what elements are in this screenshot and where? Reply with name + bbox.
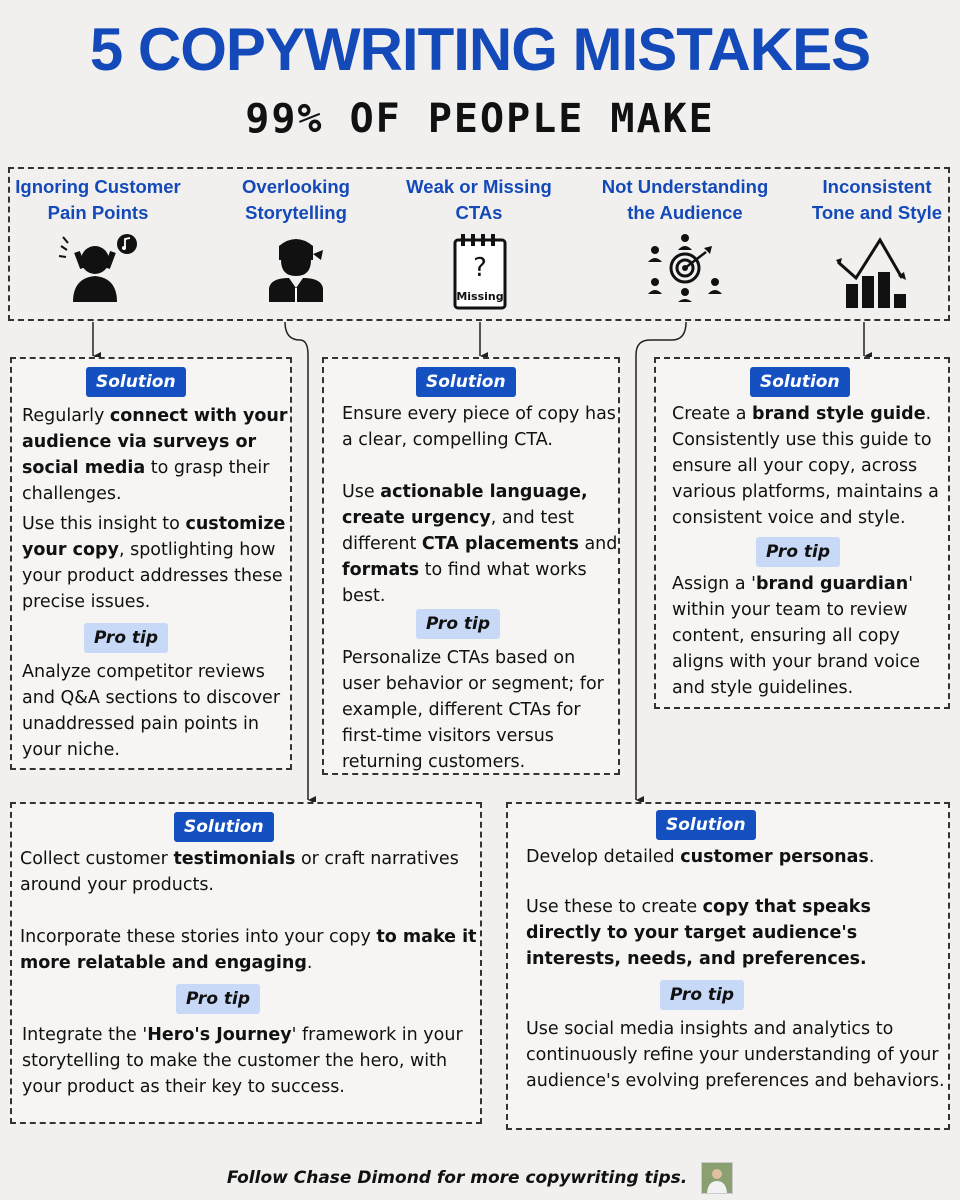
mistake-title-5a: Inconsistent bbox=[822, 176, 932, 197]
solution-badge: Solution bbox=[86, 367, 186, 397]
svg-text:?: ? bbox=[473, 253, 487, 283]
mistake-title-1b: Pain Points bbox=[47, 202, 149, 223]
solution-box-tone bbox=[654, 357, 950, 709]
solution-text-2: Use these to create copy that speaks directly to your target audience's interests, needs, and preferences. bbox=[526, 897, 871, 969]
mistake-title-4b: the Audience bbox=[627, 202, 743, 223]
pro-tip-text: Assign a 'brand guardian' within your team to review content, ensuring all copy aligns with your brand voice and style guidelines. bbox=[672, 574, 921, 698]
blindfolded-person-icon bbox=[251, 232, 341, 302]
pro-tip-badge: Pro tip bbox=[756, 537, 840, 567]
page-title: 5 COPYWRITING MISTAKES bbox=[89, 16, 871, 83]
mistake-title-5b: Tone and Style bbox=[811, 202, 943, 223]
solution-text: Regularly connect with your audience via surveys or social media to grasp their challenges. bbox=[22, 406, 288, 504]
pro-tip-badge: Pro tip bbox=[416, 609, 500, 639]
footer-text: Follow Chase Dimond for more copywriting tips. bbox=[226, 1168, 688, 1188]
mistake-inconsistent-tone bbox=[782, 174, 960, 310]
solution-badge: Solution bbox=[656, 810, 756, 840]
page-subtitle: 99% OF PEOPLE MAKE bbox=[245, 96, 715, 142]
pro-tip-text: Analyze competitor reviews and Q&A sections to discover unaddressed pain points in your niche. bbox=[22, 662, 281, 760]
frustrated-person-icon bbox=[53, 232, 143, 302]
avatar bbox=[701, 1162, 733, 1194]
solution-text: Develop detailed customer personas. bbox=[526, 847, 875, 867]
fluctuating-chart-icon bbox=[832, 232, 922, 310]
mistake-title-4a: Not Understanding bbox=[601, 176, 769, 197]
missing-notepad-icon bbox=[434, 232, 524, 310]
solution-text: Create a brand style guide. Consistently use this guide to ensure all your copy, across various platforms, maintains a consistent voice and style. bbox=[672, 404, 939, 528]
solution-box-storytelling bbox=[10, 802, 482, 1124]
solution-text-2: Use actionable language, create urgency, and test different CTA placements and formats to find what works best. bbox=[342, 482, 618, 606]
mistake-title-1a: Ignoring Customer bbox=[15, 176, 181, 197]
solution-badge: Solution bbox=[416, 367, 516, 397]
mistake-weak-ctas bbox=[384, 174, 574, 310]
pro-tip-text: Use social media insights and analytics to continuously refine your understanding of your audience's evolving preferences and behaviors. bbox=[526, 1019, 945, 1091]
mistake-title-3b: CTAs bbox=[455, 202, 503, 223]
solution-text: Ensure every piece of copy has a clear, compelling CTA. bbox=[342, 404, 616, 450]
mistake-title-3a: Weak or Missing bbox=[406, 176, 552, 197]
mistake-not-understanding-audience bbox=[590, 174, 780, 302]
solution-text-2: Use this insight to customize your copy, spotlighting how your product addresses these precise issues. bbox=[22, 514, 286, 612]
pro-tip-badge: Pro tip bbox=[84, 623, 168, 653]
mistake-overlooking-storytelling bbox=[201, 174, 391, 302]
pro-tip-badge: Pro tip bbox=[660, 980, 744, 1010]
pro-tip-text: Integrate the 'Hero's Journey' framework in your storytelling to make the customer the hero, with your product as their key to success. bbox=[22, 1025, 463, 1097]
pro-tip-text: Personalize CTAs based on user behavior or segment; for example, different CTAs for first-time visitors versus returning customers. bbox=[342, 648, 604, 772]
solution-box-ctas bbox=[322, 357, 620, 775]
mistake-title-2b: Storytelling bbox=[245, 202, 347, 223]
solution-badge: Solution bbox=[174, 812, 274, 842]
mistake-title-2a: Overlooking bbox=[242, 176, 350, 197]
target-audience-icon bbox=[640, 232, 730, 302]
pro-tip-badge: Pro tip bbox=[176, 984, 260, 1014]
mistake-ignoring-pain-points bbox=[3, 174, 193, 302]
solution-badge: Solution bbox=[750, 367, 850, 397]
solution-text: Collect customer testimonials or craft narratives around your products. bbox=[20, 849, 459, 895]
footer bbox=[0, 1162, 960, 1194]
missing-label: Missing bbox=[456, 290, 504, 303]
solution-text-2: Incorporate these stories into your copy to make it more relatable and engaging. bbox=[20, 927, 477, 973]
solution-box-pain-points bbox=[10, 357, 292, 770]
solution-box-audience bbox=[506, 802, 950, 1130]
